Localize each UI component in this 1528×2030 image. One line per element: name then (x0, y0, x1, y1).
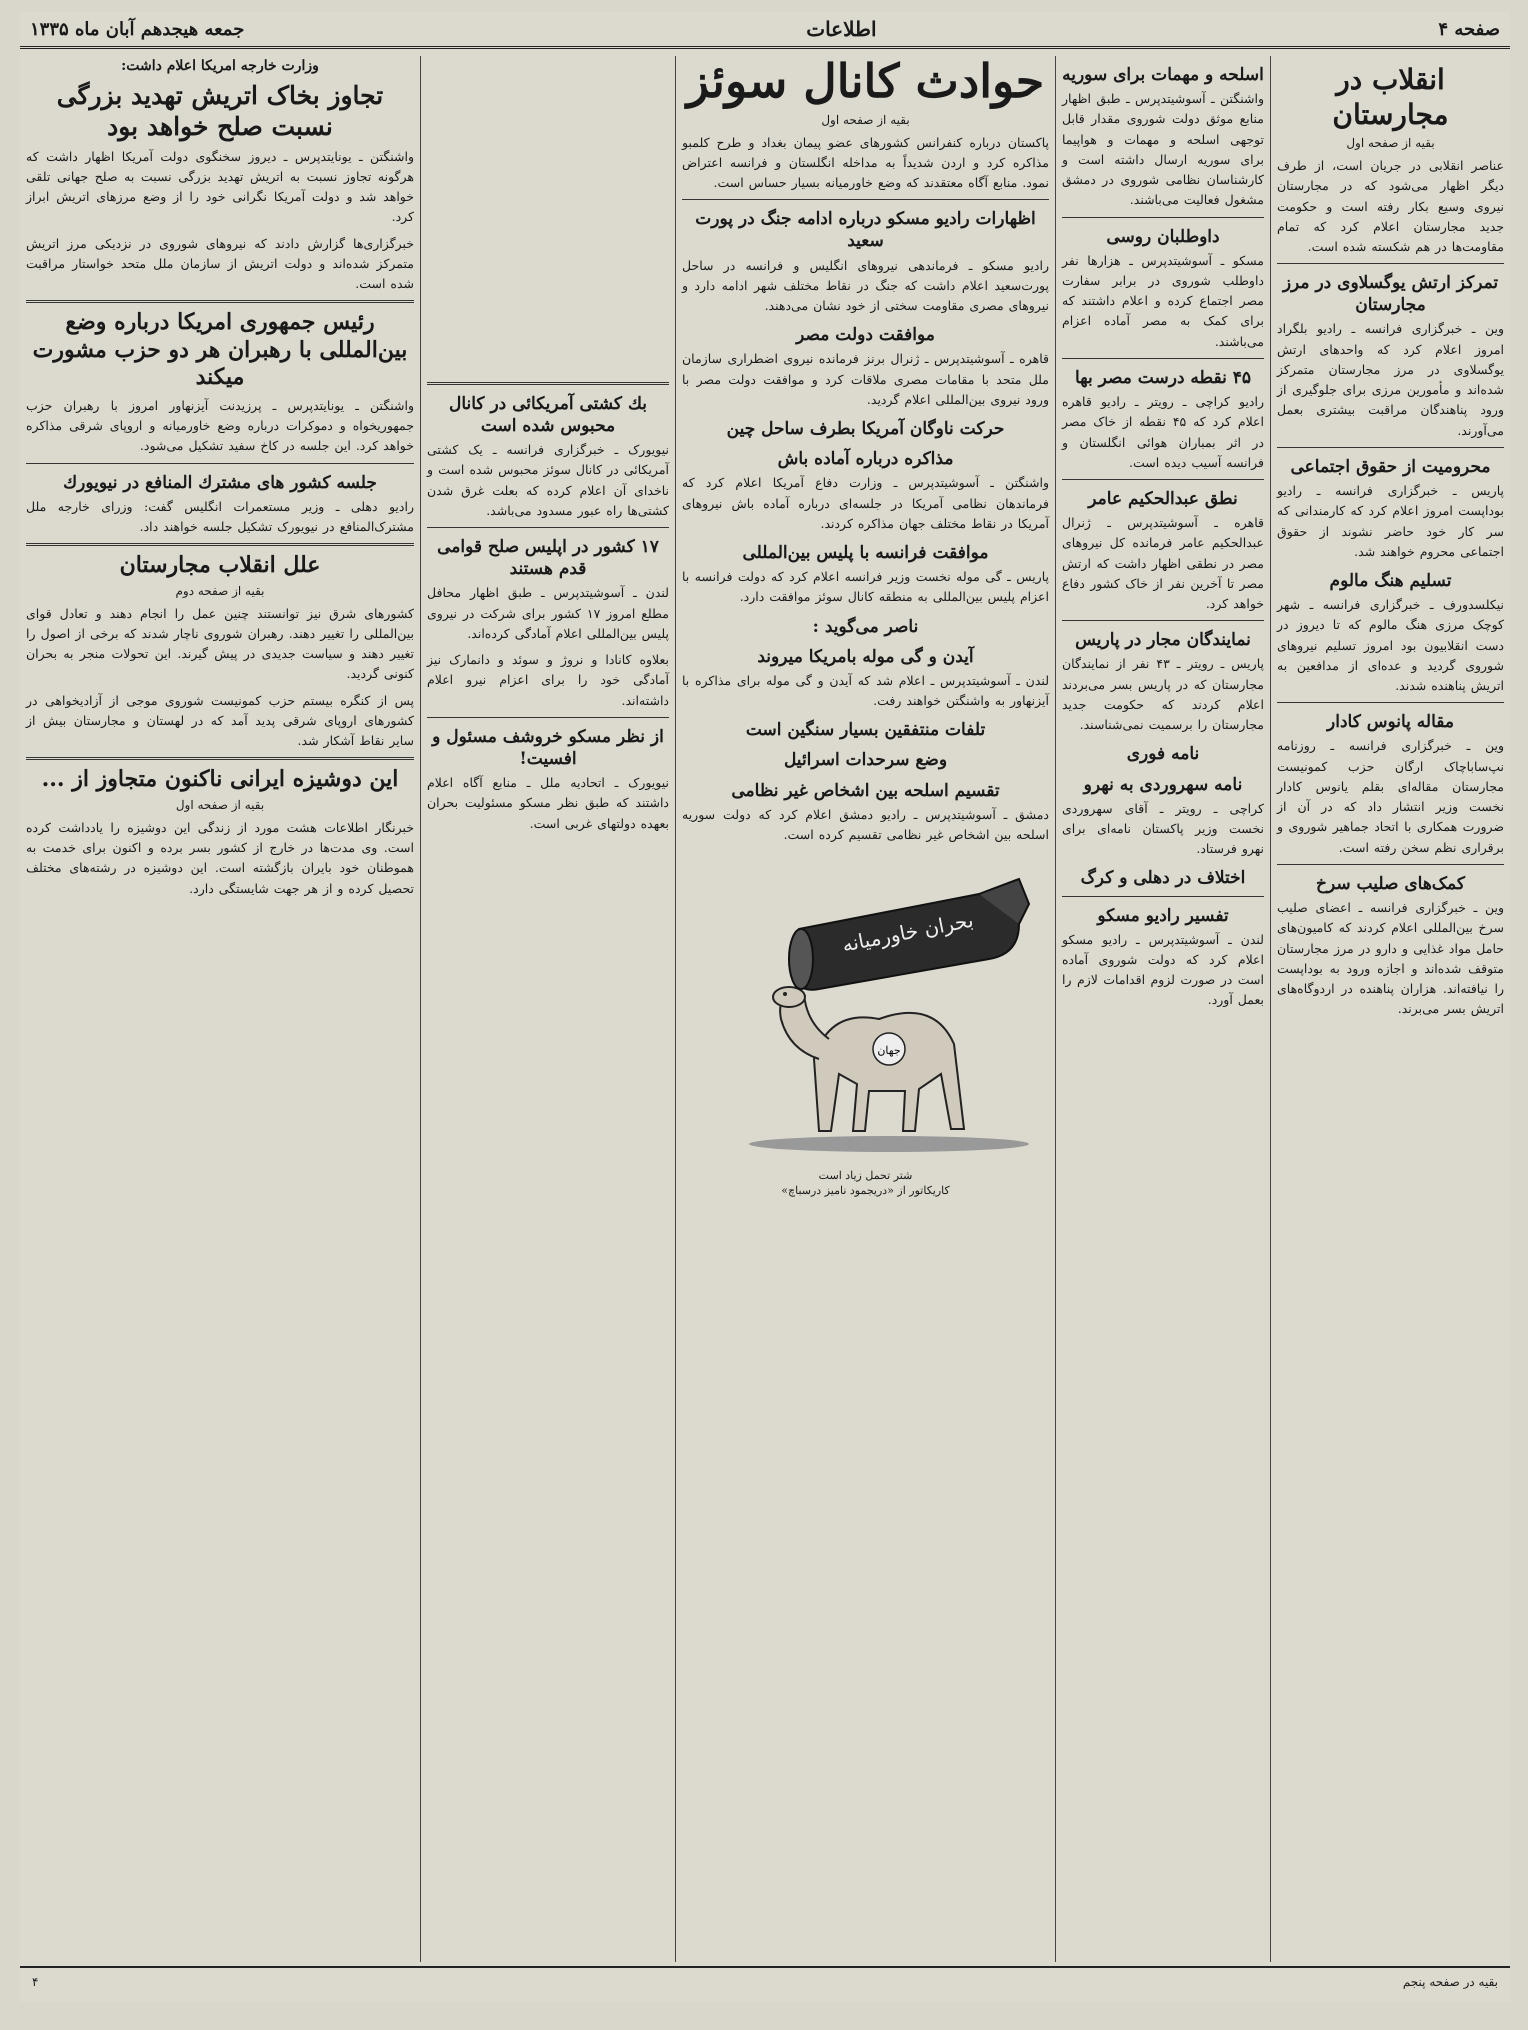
subheadline: موافقت فرانسه با پلیس بین‌المللی (742, 543, 989, 564)
subheadline: مقاله پانوس کادار (1327, 712, 1454, 733)
divider (26, 463, 414, 464)
headline-iranian-girl: این دوشیزه ایرانی ناکنون متجاوز از ... (41, 766, 399, 793)
article-text: رادیو دهلی ـ وزیر مستعمرات انگلیس گفت: وزرای خارجه ملل مشترک‌المنافع در نیویورک تشکیل جلسه خواهند داد. (26, 498, 414, 534)
subheadline: محرومیت از حقوق اجتماعی (1290, 456, 1491, 477)
divider (427, 382, 669, 385)
page-number: صفحه ۴ (1438, 18, 1500, 40)
camel-head (773, 987, 805, 1007)
column-canal-news (420, 56, 675, 1962)
subheadline: تسلیم هنگ مالوم (1329, 571, 1452, 592)
article-text: پاریس ـ رویتر ـ ۴۳ نفر از نمایندگان مجارستان که در پاریس بسر می‌بردند اعلام کردند که حکومت جدید مجارستان را برسمیت نمی‌شناسند. (1062, 656, 1264, 733)
divider (1277, 263, 1504, 264)
article-text: خبرگزاری‌ها گزارش دادند که نیروهای شوروی در نزدیکی مرز اتریش متمرکز شده‌اند و دولت اتریش از سازمان ملل متحد خواستار مراقبت شده است. (26, 235, 414, 291)
subheadline: نامه سهروردی به نهرو (1083, 774, 1243, 795)
divider (1062, 620, 1264, 621)
article-text: مسکو ـ آسوشیتدپرس ـ هزارها نفر داوطلب شوروی در برابر سفارت مصر اجتماع کرده و اعلام داشتند که برای کمک به مصر آماده اعزام می‌باشند. (1062, 252, 1264, 349)
subheadline: آیدن و گی موله بامریکا میروند (757, 646, 974, 667)
subheadline: اظهارات رادیو مسکو درباره ادامه جنگ در پورت سعید (695, 209, 1036, 252)
divider (1277, 447, 1504, 448)
divider (1277, 702, 1504, 703)
globe-label: جهان (877, 1044, 901, 1058)
headline-hungary-causes: علل انقلاب مجارستان (119, 552, 321, 579)
headline-suez-canal: حوادث کانال سوئز (686, 56, 1045, 108)
divider (1062, 358, 1264, 359)
headline-hungary-revolution: انقلاب در مجارستان (1332, 63, 1449, 131)
article-text: پاریس ـ گی موله نخست وزیر فرانسه اعلام کرد که دولت فرانسه با اعزام پلیس بین‌المللی به منطقه کانال سوئز موافقت دارد. (682, 569, 1049, 605)
subheadline: نامه فوری (1126, 744, 1200, 765)
article-text: رادیو مسکو ـ فرماندهی نیروهای انگلیس و فرانسه در ساحل پورت‌سعید اعلام داشت که جنگ در نقاط مختلف شهر ادامه دارد و نیروهای مصری مقاومت سختی از خود نشان می‌دهند. (682, 257, 1049, 314)
subheadline: تقسیم اسلحه بین اشخاص غیر نظامی (731, 780, 1000, 801)
subheadline: داوطلبان روسی (1106, 226, 1220, 247)
article-text: پاکستان درباره کنفرانس کشورهای عضو پیمان بغداد و طرح کلمبو مذاکره کرد و اردن شدیداً به مداخله انگلستان و فرانسه اعتراض نمود. منابع آگاه معتقدند که وضع خاورمیانه بسیار حساس است. (682, 134, 1049, 191)
article-text: لندن ـ آسوشیتدپرس ـ طبق اظهار محافل مطلع امروز ۱۷ کشور برای شرکت در نیروی پلیس بین‌المللی اعلام آمادگی کرده‌اند. (427, 585, 670, 641)
subheadline: از نظر مسکو خروشف مسئول و افسیت! (432, 726, 664, 769)
continued-note: بقیه از صفحه اول (1346, 136, 1435, 150)
divider (26, 757, 414, 760)
newspaper-page (20, 12, 1510, 2002)
subheadline: ناصر می‌گوید : (812, 616, 919, 637)
article-text: پاریس ـ خبرگزاری فرانسه ـ رادیو بوداپست امروز اعلام کرد که کارمندانی که سر کار خود حاضر نشوند از حقوق اجتماعی محروم خواهند شد. (1277, 483, 1504, 559)
bomb-nose (789, 929, 813, 989)
issue-date: جمعه هیجدهم آبان ماه ۱۳۳۵ (30, 18, 245, 40)
subheadline: کمک‌های صلیب سرخ (1316, 873, 1465, 894)
column-austria-hungary (20, 56, 420, 1962)
divider (682, 199, 1049, 200)
subheadline: اسلحه و مهمات برای سوریه (1062, 65, 1264, 85)
footer-continued: بقیه در صفحه پنجم (1402, 1975, 1498, 1989)
subheadline: موافقت دولت مصر (796, 325, 935, 346)
footer-page-number: ۴ (32, 1975, 39, 1989)
divider (1062, 896, 1264, 897)
article-text: قاهره ـ آسوشیتدپرس ـ ژنرال برنز فرمانده نیروی اضطراری سازمان ملل متحد با مقامات مصری ملاقات کرد و موافقت دولت مصر با ورود نیروی بین‌المللی اعلام گردید. (682, 351, 1049, 407)
article-text: نیکلسدورف ـ خبرگزاری فرانسه ـ شهر کوچک مرزی هنگ مالوم که تا دیروز در دست انقلابیون بود امروز تسلیم نیروهای شوروی گردید و عده‌ای از مدافعین به اتریش پناهنده شدند. (1277, 597, 1504, 694)
columns (20, 56, 1510, 1962)
article-text: نیویورک ـ اتحادیه ملل ـ منابع آگاه اعلام داشتند که طبق نظر مسکو مسئولیت بحران بعهده دولتهای غربی است. (427, 775, 669, 831)
column-hungary-revolution (1270, 56, 1510, 1962)
subheadline: وضع سرحدات اسرائیل (783, 750, 948, 771)
article-text: قاهره ـ آسوشیتدپرس ـ ژنرال عبدالحکیم عامر فرمانده کل نیروهای مصر در نطقی اظهار داشت که ارتش مصر تا آخرین نفر از خاک کشور دفاع خواهد کرد. (1062, 515, 1264, 612)
masthead (20, 12, 1510, 49)
subheadline: تلفات منتفقین بسیار سنگین است (745, 720, 986, 741)
page-footer (20, 1966, 1510, 1996)
article-text: کشورهای شرق نیز توانستند چنین عمل را انجام دهند و تعادل قوای بین‌المللی را تغییر دهند. رهبران شوروی ناچار شدند که برخی از اصول را تغییر دهند و سیاست جدیدی در پیش گیرند. این تحولات منجر به بحران کنونی گردید. (26, 605, 414, 682)
subheadline: تفسیر رادیو مسکو (1097, 905, 1229, 926)
article-text: عناصر انقلابی در جریان است، از طرف دیگر اظهار می‌شود که در مجارستان نیروی وسیع بکار رفته است و حکومت جدید مجارستان اعلام کرد که تمام مقاومت‌ها در هم شکسته شده است. (1277, 158, 1504, 254)
headline-austria: تجاوز بخاک اتریش تهدید بزرگی نسبت صلح خواهد بود (56, 81, 384, 142)
newspaper-name: اطلاعات (806, 17, 877, 41)
camel-body (814, 1013, 964, 1131)
subheadline: جلسه کشور های مشترك المنافع در نیویورك (63, 472, 377, 493)
spacer (427, 56, 669, 376)
divider (26, 300, 414, 303)
subheadline: ۱۷ کشور در اپلیس صلح قوامی قدم هستند (437, 537, 659, 580)
article-text: واشنگتن ـ یونایتدپرس ـ دیروز سخنگوی دولت آمریکا اظهار داشت که هرگونه تجاوز نسبت به اتریش تهدید بزرگی نسبت به صلح جهانی تلقی خواهد شد و دولت آمریکا نگرانی خود را از وضع مرزهای اتریش ابراز کرد. (26, 148, 414, 225)
article-text: کراچی ـ رویتر ـ آقای سهروردی نخست وزیر پاکستان نامه‌ای برای نهرو فرستاد. (1062, 800, 1264, 857)
column-news-briefs (1055, 56, 1270, 1962)
cartoon-camel-bomb (719, 859, 1049, 1159)
subheadline: نطق عبدالحکیم عامر (1088, 489, 1238, 510)
subheadline: مذاکره درباره آماده باش (777, 449, 954, 470)
article-text: واشنگتن ـ آسوشیتدپرس ـ وزارت دفاع آمریکا اعلام کرد که فرماندهان نظامی آمریکا در جلسه‌ای درباره آماده باش نیروهای آمریکا در نقاط مختلف جهان مذاکره کردند. (682, 475, 1049, 531)
divider (26, 543, 414, 546)
divider (1062, 217, 1264, 218)
divider (1277, 864, 1504, 865)
divider (427, 527, 669, 528)
pretitle: وزارت خارجه امریکا اعلام داشت: (121, 58, 319, 74)
column-suez-canal (675, 56, 1055, 1962)
article-text: واشنگتن ـ یونایتدپرس ـ پرزیدنت آیزنهاور امروز با رهبران حزب جمهوریخواه و دموکرات درباره وضع خاورمیانه و اروپای شرقی مذاکره خواهد کرد. این جلسه در کاخ سفید تشکیل می‌شود. (26, 397, 414, 454)
bomb-label: بحران خاورمیانه (840, 907, 976, 957)
subheadline: بك كشتی آمریکائی در کانال محبوس شده است (448, 394, 647, 437)
continued-note: بقیه از صفحه دوم (175, 583, 265, 598)
cartoon-credit: کاریکاتور از «دریجمود نامیز درسباچ» (781, 1184, 950, 1198)
subheadline: حرکت ناوگان آمریکا بطرف ساحل چین (726, 419, 1005, 440)
subheadline: تمرکز ارتش یوگسلاوی در مرز مجارستان (1282, 273, 1499, 316)
ground-shadow (749, 1136, 1029, 1152)
continued-note: بقیه از صفحه اول (175, 797, 265, 812)
article-text: بعلاوه کانادا و نروژ و سوئد و دانمارک نیز آمادگی خود را برای اعزام نیرو اعلام داشته‌اند. (427, 652, 669, 708)
divider (427, 717, 669, 718)
article-text: خبرنگار اطلاعات هشت مورد از زندگی این دوشیزه را یادداشت کرده است. وی مدت‌ها در خارج از کشور بسر برده و اکنون برای خدمت به هموطنان خود بایران بازگشته است. این دوشیزه در رشته‌های مختلف تحصیل کرده و از هر جهت شایستگی دارد. (26, 819, 414, 896)
article-text: لندن ـ آسوشیتدپرس ـ اعلام شد که آیدن و گی موله برای مذاکره با آیزنهاور به واشنگتن خواهند رفت. (682, 672, 1049, 709)
subheadline: نمایندگان مجار در پاریس (1075, 630, 1251, 651)
subheadline: اختلاف در دهلی و کرگ (1080, 868, 1246, 889)
camel-eye (783, 992, 787, 996)
article-text: پس از کنگره بیستم حزب کمونیست شوروی موجی از آزادیخواهی در کشورهای اروپای شرقی پدید آمد که در لهستان و مجارستان بیش از سایر نقاط آشکار شد. (26, 692, 414, 749)
article-text: دمشق ـ آسوشیتدپرس ـ رادیو دمشق اعلام کرد که دولت سوریه اسلحه بین اشخاص غیر نظامی تقسیم کرده است. (682, 806, 1049, 842)
headline-us-president: رئیس جمهوری امریکا درباره وضع بین‌المللی با رهبران هر دو حزب مشورت میکند (32, 309, 408, 391)
subheadline: ۴۵ نقطه درست مصر بها (1074, 367, 1252, 388)
divider (1062, 479, 1264, 480)
cartoon-caption: شتر تحمل زیاد است (818, 1169, 913, 1183)
article-text: وین ـ خبرگزاری فرانسه ـ روزنامه نپ‌ساباچاک ارگان حزب کمونیست مجارستان مقاله‌ای بقلم یانوس کادار نخست وزیر انتشار داد که در آن از ضرورت همکاری با اتحاد جماهیر شوروی و برقراری نظم سخن رفته است. (1277, 738, 1504, 855)
article-text: رادیو کراچی ـ رویتر ـ رادیو قاهره اعلام کرد که ۴۵ نقطه از خاک مصر در اثر بمباران هوائی انگلستان و فرانسه آسیب دیده است. (1062, 394, 1264, 470)
article-text: وین ـ خبرگزاری فرانسه ـ اعضای صلیب سرخ بین‌المللی اعلام کردند که کامیون‌های حامل مواد غذایی و دارو در مرز مجارستان متوقف شده‌اند و اجازه ورود به بوداپست را نیافته‌اند. هزاران پناهنده در اردوگاه‌های اتریش بسر می‌برند. (1277, 900, 1504, 1017)
article-text: نیویورک ـ خبرگزاری فرانسه ـ یک کشتی آمریکائی در کانال سوئز محبوس شده است و ناخدای آن اعلام کرده که بعلت غرق شدن کشتی‌ها راه عبور مسدود می‌باشد. (427, 442, 669, 518)
article-text: لندن ـ آسوشیتدپرس ـ رادیو مسکو اعلام کرد که دولت شوروی آماده است در صورت لزوم اقدامات لازم را بعمل آورد. (1062, 931, 1264, 1008)
continued-note: بقیه از صفحه اول (821, 112, 910, 127)
article-text: واشنگتن ـ آسوشیتدپرس ـ طبق اظهار منابع موثق دولت شوروی مقدار قابل توجهی اسلحه و مهمات و هواپیما برای سوریه ارسال داشته است و کارشناسان نظامی شوروی در دمشق مشغول فعالیت می‌باشند. (1062, 91, 1264, 208)
article-text: وین ـ خبرگزاری فرانسه ـ رادیو بلگراد امروز اعلام کرد که واحدهای ارتش یوگسلاوی در مرز مجارستان متمرکز شده‌اند و مأمورین مرزی برای جلوگیری از ورود پناهندگان مراقبت بیشتری بعمل می‌آورند. (1277, 321, 1504, 438)
